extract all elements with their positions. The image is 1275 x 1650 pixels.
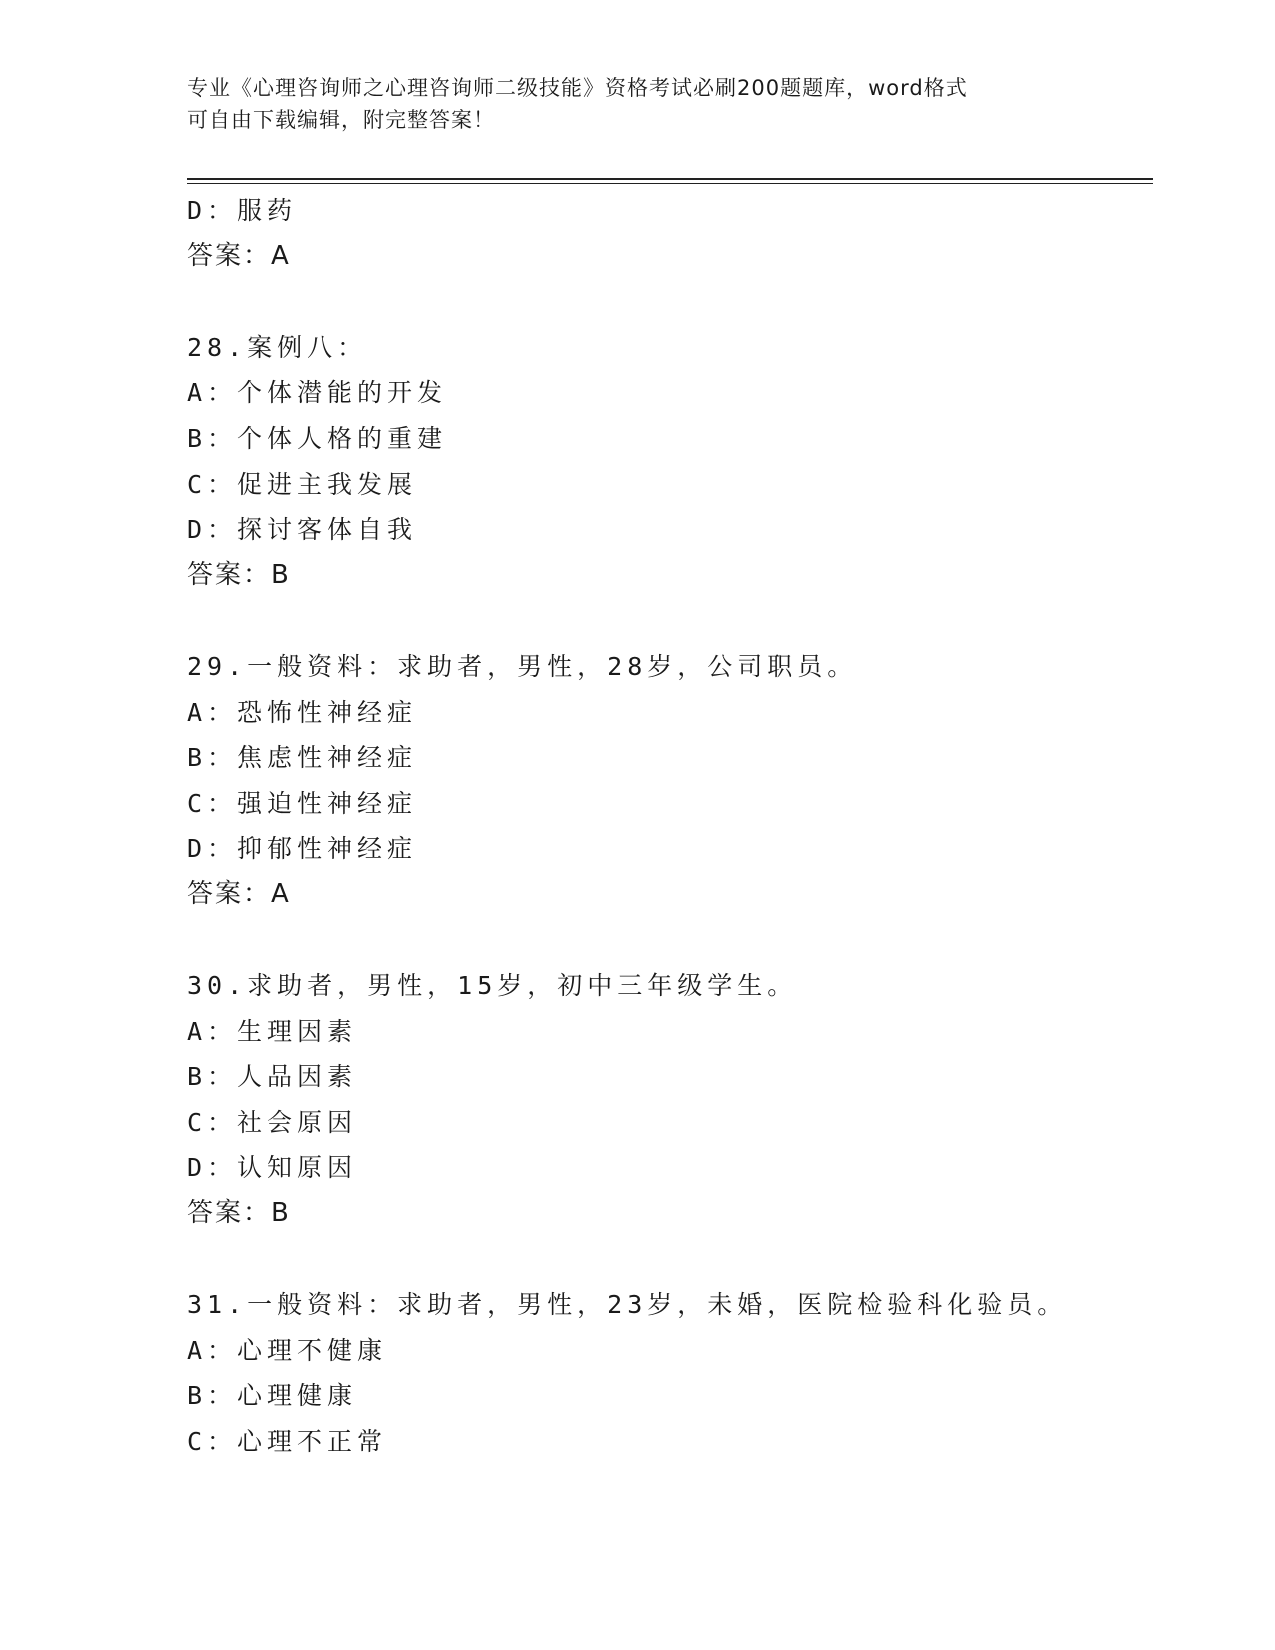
prev-answer: 答案：A [187, 240, 291, 271]
prev-option-d: D：服药 [187, 196, 298, 225]
option-a: A：生理因素 [187, 1016, 358, 1046]
option-c: C：促进主我发展 [187, 469, 418, 499]
option-b: B：个体人格的重建 [187, 423, 448, 453]
question-title: 31.一般资料：求助者，男性，23岁，未婚，医院检验科化验员。 [187, 1290, 1068, 1320]
question-title: 28.案例八： [187, 332, 368, 362]
option-d: D：认知原因 [187, 1153, 358, 1183]
option-a: A：心理不健康 [187, 1335, 388, 1365]
answer: 答案：B [187, 559, 291, 590]
option-a: A：个体潜能的开发 [187, 378, 448, 408]
question-title: 29.一般资料：求助者，男性，28岁，公司职员。 [187, 651, 858, 681]
question-title: 30.求助者，男性，15岁，初中三年级学生。 [187, 971, 798, 1001]
question-29 [187, 644, 1153, 918]
spacer [187, 1237, 1153, 1283]
answer: 答案：A [187, 878, 291, 909]
option-b: B：人品因素 [187, 1062, 358, 1092]
option-d: D：探讨客体自我 [187, 515, 418, 545]
option-a: A：恐怖性神经症 [187, 697, 418, 727]
header-divider-thin [187, 183, 1153, 184]
document-header [187, 72, 1087, 136]
spacer [187, 279, 1153, 325]
question-31 [187, 1282, 1153, 1464]
option-b: B：心理健康 [187, 1381, 358, 1411]
option-d: D：抑郁性神经症 [187, 834, 418, 864]
question-list [187, 188, 1153, 1465]
answer: 答案：B [187, 1198, 291, 1229]
question-28 [187, 325, 1153, 599]
header-divider-thick [187, 178, 1153, 180]
option-c: C：心理不正常 [187, 1427, 388, 1457]
question-30 [187, 963, 1153, 1237]
spacer [187, 918, 1153, 964]
option-c: C：强迫性神经症 [187, 788, 418, 818]
option-b: B：焦虑性神经症 [187, 743, 418, 773]
option-c: C：社会原因 [187, 1107, 358, 1137]
header-line-2: 可自由下载编辑，附完整答案！ [187, 108, 495, 132]
header-line-1: 专业《心理咨询师之心理咨询师二级技能》资格考试必刷200题题库，word格式 [187, 76, 968, 100]
spacer [187, 598, 1153, 644]
